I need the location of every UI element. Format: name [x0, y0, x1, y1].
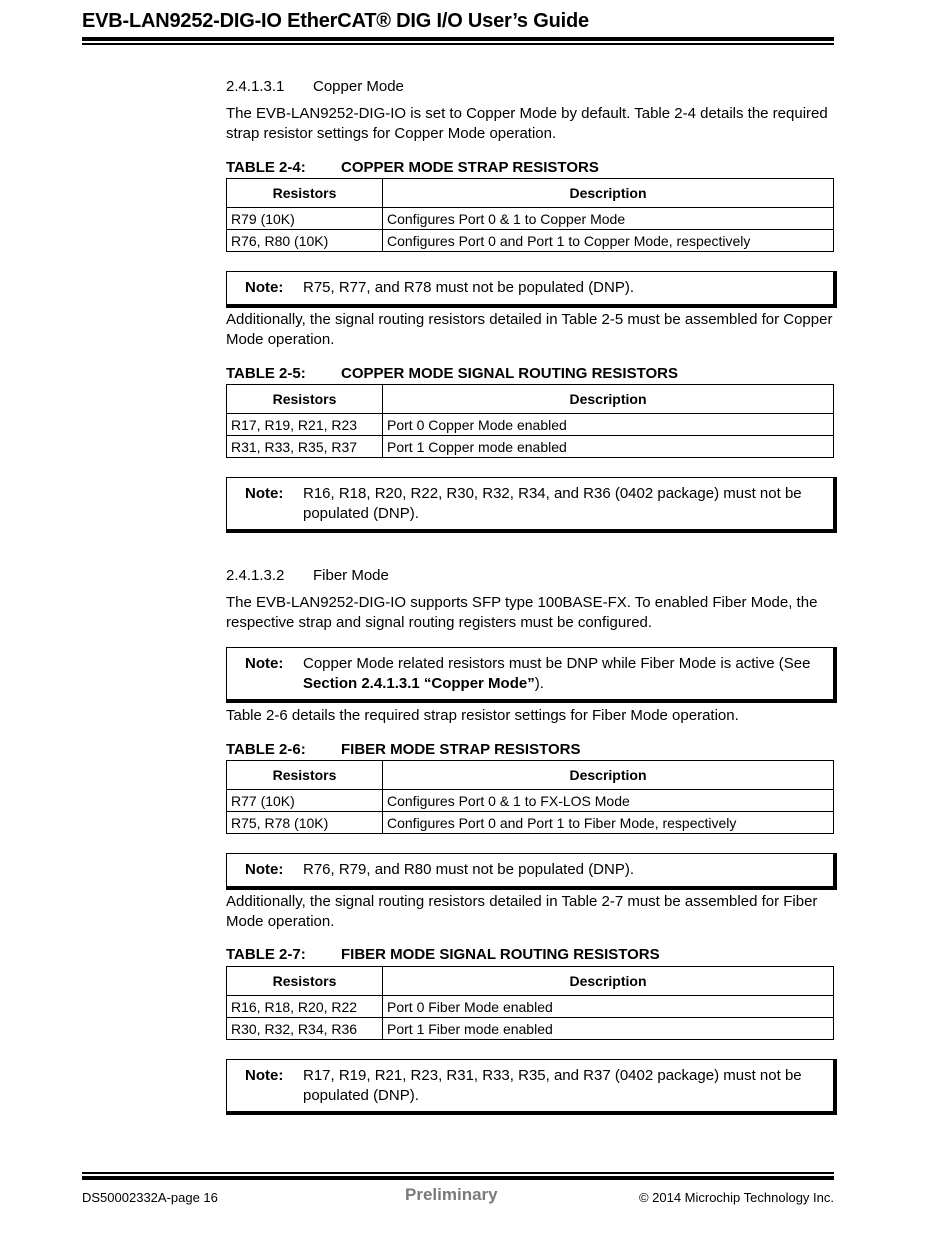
cell-description: Configures Port 0 and Port 1 to Copper Mode, respectively: [383, 230, 834, 252]
cell-resistors: R75, R78 (10K): [227, 812, 383, 834]
table-row: [227, 790, 834, 812]
cell-description: Port 1 Fiber mode enabled: [383, 1018, 834, 1040]
column-header-resistors: Resistors: [227, 967, 383, 996]
cell-description: Port 0 Copper Mode enabled: [383, 414, 834, 436]
table-2-4-title: [226, 159, 834, 176]
table-2-5: [226, 384, 834, 458]
cell-resistors: R30, R32, R34, R36: [227, 1018, 383, 1040]
note-label: Note:: [245, 485, 284, 502]
table-title: FIBER MODE STRAP RESISTORS: [341, 741, 581, 758]
header-rule-bottom: [82, 43, 834, 45]
note-text: R76, R79, and R80 must not be populated (DNP).: [303, 861, 635, 878]
column-header-description: Description: [383, 385, 834, 414]
paragraph: Additionally, the signal routing resistors detailed in Table 2-5 must be assembled for Copper Mode operation.: [226, 311, 833, 348]
footer-rule-top: [82, 1172, 834, 1174]
section-heading-fiber: [226, 567, 834, 584]
paragraph: The EVB-LAN9252-DIG-IO is set to Copper Mode by default. Table 2-4 details the required strap resistor settings for Copper Mode operation.: [226, 105, 828, 142]
cell-description: Configures Port 0 & 1 to FX-LOS Mode: [383, 790, 834, 812]
table-2-7-title: [226, 946, 834, 963]
paragraph: The EVB-LAN9252-DIG-IO supports SFP type 100BASE-FX. To enabled Fiber Mode, the respective strap and signal routing registers must be configured.: [226, 594, 818, 631]
fiber-note-0: [226, 647, 834, 703]
table-row: [227, 812, 834, 834]
column-header-description: Description: [383, 761, 834, 790]
note-text: [303, 648, 833, 699]
note-text: R16, R18, R20, R22, R30, R32, R34, and R36 (0402 package) must not be populated (DNP).: [303, 485, 802, 522]
page-header-title: EVB-LAN9252-DIG-IO EtherCAT® DIG I/O User’s Guide: [82, 10, 589, 32]
note-label: Note:: [245, 655, 284, 672]
fiber-note-2: [226, 1059, 834, 1115]
note-text-part: ).: [534, 674, 544, 692]
table-title: COPPER MODE STRAP RESISTORS: [341, 159, 599, 176]
paragraph: Additionally, the signal routing resistors detailed in Table 2-7 must be assembled for Fiber Mode operation.: [226, 893, 818, 930]
section-title: Fiber Mode: [313, 567, 389, 584]
table-row: [227, 996, 834, 1018]
table-header-row: [227, 761, 834, 790]
fiber-intro: [226, 593, 834, 632]
note-text-part: Copper Mode related resistors must be DNP while Fiber Mode is active (See: [303, 655, 811, 672]
cell-resistors: R17, R19, R21, R23: [227, 414, 383, 436]
table-header-row: [227, 967, 834, 996]
note-label: Note:: [245, 861, 284, 878]
section-number: 2.4.1.3.1: [226, 78, 285, 95]
table-row: [227, 208, 834, 230]
footer-copyright: © 2014 Microchip Technology Inc.: [638, 1190, 834, 1205]
table-header-row: [227, 179, 834, 208]
cell-description: Port 1 Copper mode enabled: [383, 436, 834, 458]
section-number: 2.4.1.3.2: [226, 567, 285, 584]
table-2-6: [226, 760, 834, 834]
table-label: TABLE 2-7:: [226, 946, 306, 963]
fiber-additional: [226, 892, 834, 931]
table-row: [227, 1018, 834, 1040]
table-2-4: [226, 178, 834, 252]
column-header-description: Description: [383, 967, 834, 996]
table-label: TABLE 2-5:: [226, 365, 306, 382]
copper-note-1: [226, 271, 834, 308]
cell-description: Configures Port 0 & 1 to Copper Mode: [383, 208, 834, 230]
table-title: FIBER MODE SIGNAL ROUTING RESISTORS: [341, 946, 660, 963]
cell-description: Port 0 Fiber Mode enabled: [383, 996, 834, 1018]
column-header-resistors: Resistors: [227, 179, 383, 208]
column-header-resistors: Resistors: [227, 761, 383, 790]
note-text: R75, R77, and R78 must not be populated (DNP).: [303, 279, 635, 296]
fiber-note-1: [226, 853, 834, 890]
paragraph: Table 2-6 details the required strap resistor settings for Fiber Mode operation.: [226, 707, 739, 724]
cell-description: Configures Port 0 and Port 1 to Fiber Mode, respectively: [383, 812, 834, 834]
section-title: Copper Mode: [313, 78, 404, 95]
table-2-6-title: [226, 741, 834, 758]
footer-rule-bottom: [82, 1176, 834, 1180]
table-2-5-title: [226, 365, 834, 382]
cell-resistors: R16, R18, R20, R22: [227, 996, 383, 1018]
footer-status: Preliminary: [405, 1185, 498, 1204]
column-header-description: Description: [383, 179, 834, 208]
table-2-7: [226, 966, 834, 1040]
copper-note-2: [226, 477, 834, 533]
section-reference-link[interactable]: Section 2.4.1.3.1 “Copper Mode”: [303, 674, 535, 692]
table-label: TABLE 2-4:: [226, 159, 306, 176]
cell-resistors: R77 (10K): [227, 790, 383, 812]
table-row: [227, 414, 834, 436]
table-title: COPPER MODE SIGNAL ROUTING RESISTORS: [341, 365, 678, 382]
table-row: [227, 230, 834, 252]
copper-intro: [226, 104, 834, 143]
column-header-resistors: Resistors: [227, 385, 383, 414]
cell-resistors: R76, R80 (10K): [227, 230, 383, 252]
copper-additional: [226, 310, 834, 349]
note-label: Note:: [245, 279, 284, 296]
fiber-table-intro: [226, 706, 834, 726]
note-label: Note:: [245, 1067, 284, 1084]
cell-resistors: R31, R33, R35, R37: [227, 436, 383, 458]
section-heading-copper: [226, 78, 834, 95]
table-row: [227, 436, 834, 458]
table-label: TABLE 2-6:: [226, 741, 306, 758]
header-rule-top: [82, 37, 834, 41]
cell-resistors: R79 (10K): [227, 208, 383, 230]
note-text: R17, R19, R21, R23, R31, R33, R35, and R37 (0402 package) must not be populated (DNP).: [303, 1067, 802, 1104]
footer-doc-id: DS50002332A-page 16: [82, 1190, 218, 1205]
table-header-row: [227, 385, 834, 414]
